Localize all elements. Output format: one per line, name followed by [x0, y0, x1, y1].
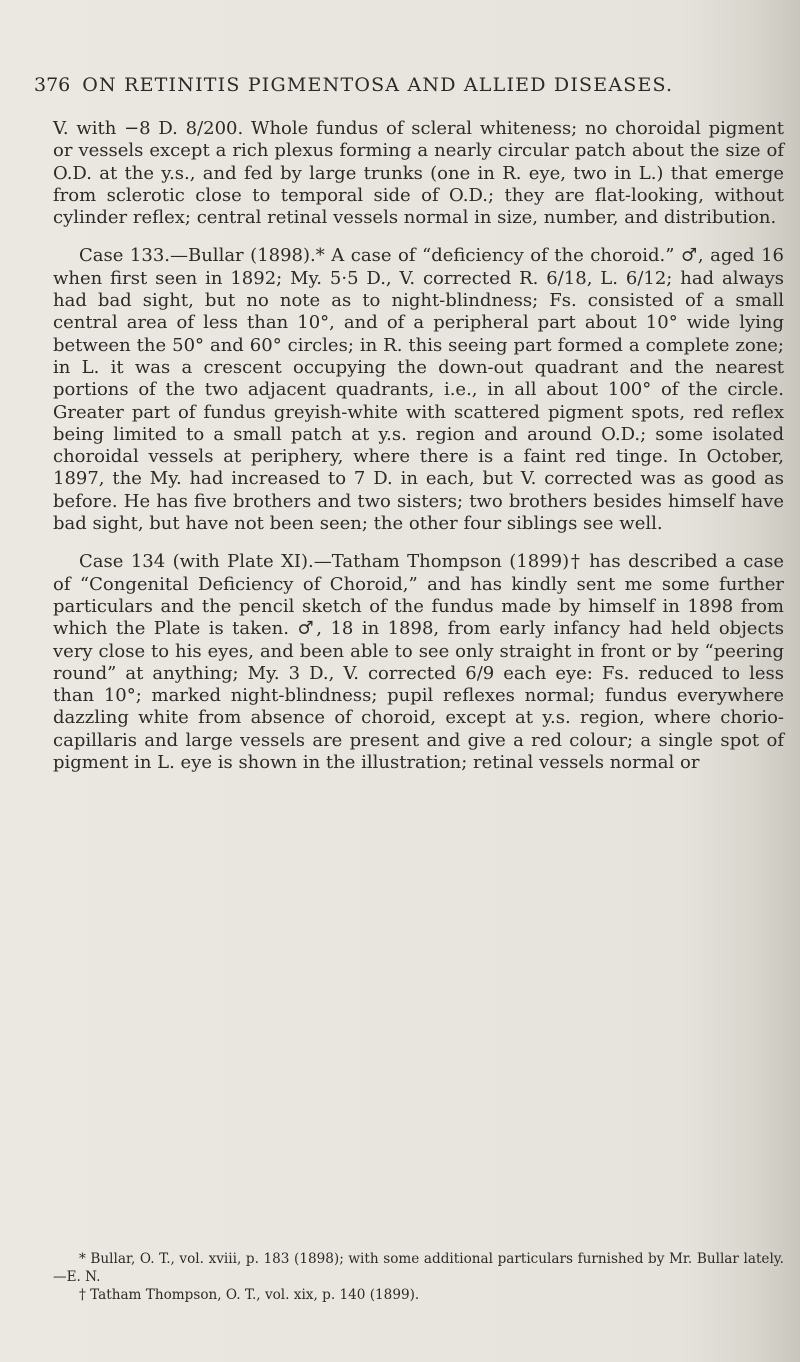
footnote-bullar: * Bullar, O. T., vol. xviii, p. 183 (1898); with some additional particulars furnished by Mr. Bullar lately.—E. N. — [53, 1251, 784, 1285]
page-number: 376 — [34, 74, 71, 96]
body-text — [53, 118, 784, 790]
running-title: ON RETINITIS PIGMENTOSA AND ALLIED DISEASES. — [82, 74, 674, 96]
paragraph-case-134: Case 134 (with Plate XI).—Tatham Thompson (1899)† has described a case of “Congenital Deficiency of Choroid,” and has kindly sent me some further particulars and the pencil sketch of the fundus made by himself in 1898 from which the Plate is taken. ♂, 18 in 1898, from early infancy had held objects very close to his eyes, and been able to see only straight in front or by “peering round” at anything; My. 3 D., V. corrected 6/9 each eye: Fs. reduced to less than 10°; marked night-blindness; pupil reflexes normal; fundus everywhere dazzling white from absence of choroid, except at y.s. region, where chorio-capillaris and large vessels are present and give a red colour; a single spot of pigment in L. eye is shown in the illustration; retinal vessels normal or — [53, 551, 784, 774]
paragraph-case-133: Case 133.—Bullar (1898).* A case of “deficiency of the choroid.” ♂, aged 16 when first seen in 1892; My. 5·5 D., V. corrected R. 6/18, L. 6/12; had always had bad sight, but no note as to night-blindness; Fs. consisted of a small central area of less than 10°, and of a peripheral part about 10° wide lying between the 50° and 60° circles; in R. this seeing part formed a complete zone; in L. it was a crescent occupying the down-out quadrant and the nearest portions of the two adjacent quadrants, i.e., in all about 100° of the circle. Greater part of fundus greyish-white with scattered pigment spots, red reflex being limited to a small patch at y.s. region and around O.D.; some isolated choroidal vessels at periphery, where there is a faint red tinge. In October, 1897, the My. had increased to 7 D. in each, but V. corrected was as good as before. He has five brothers and two sisters; two brothers besides himself have bad sight, but have not been seen; the other four siblings see well. — [53, 245, 784, 535]
paragraph-case-132-continued: V. with −8 D. 8/200. Whole fundus of scleral whiteness; no choroidal pigment or vessels except a rich plexus forming a nearly circular patch about the size of O.D. at the y.s., and fed by large trunks (one in R. eye, two in L.) that emerge from sclerotic close to temporal side of O.D.; they are flat-looking, without cylinder reflex; central retinal vessels normal in size, number, and distribution. — [53, 118, 784, 229]
running-header — [34, 74, 734, 96]
footnotes — [53, 1250, 784, 1304]
footnote-thompson: † Tatham Thompson, O. T., vol. xix, p. 140 (1899). — [79, 1287, 420, 1303]
